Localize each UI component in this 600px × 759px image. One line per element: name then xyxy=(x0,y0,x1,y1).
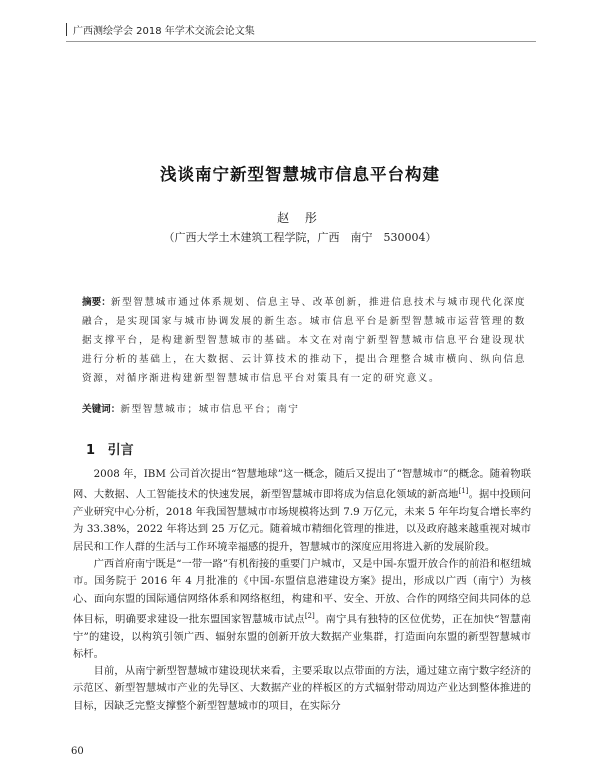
running-header xyxy=(66,22,255,37)
page-number: 60 xyxy=(71,746,84,757)
paragraph-text: 2008 年，IBM 公司首次提出“智慧地球”这一概念，随后又提出了“智慧城市”的概念。随着物联网、大数据、人工智能技术的快速发展，新型智慧城市即将成为信息化领域的新高地 xyxy=(73,468,531,501)
paragraph-text-cont: 。据中投顾问产业研究中心分析，2018 年我国智慧城市市场规模将达到 7.9 万亿元，未来 5 年年均复合增长率约为 33.38%，2022 年将达到 25 万亿元。随着城市精细化管理的推进，以及政府越来越重视对城市居民和工作人群的生活与工作环境幸福感的提升，智慧城市的深度应用将进入新的发展阶段。 xyxy=(73,488,532,553)
paragraph-text: 广西首府南宁既是“一带一路”有机衔接的重要门户城市，又是中国-东盟开放合作的前沿和枢纽城市。国务院于 2016 年 4 月批准的《中国-东盟信息港建设方案》提出，形成以广西（南宁）为核心、面向东盟的国际通信网络体系和网络枢纽，构建和平、安全、开放、合作的网络空间共同体的总体目标，明确要求建设一批东盟国家智慧城市试点 xyxy=(73,557,531,626)
paragraph-text-cont: 。南宁具有独特的区位优势，正在加快“智慧南宁”的建设，以构筑引领广西、辐射东盟的创新开放大数据产业集群，打造面向东盟的新型智慧城市标杆。 xyxy=(73,613,532,660)
body-text xyxy=(73,466,531,715)
abstract-text: 新型智慧城市通过体系规划、信息主导、改革创新，推进信息技术与城市现代化深度融合，是实现国家与城市协调发展的新生态。城市信息平台是新型智慧城市运营管理的数据支撑平台，是构建新型智慧城市的基础。本文在对南宁新型智慧城市信息平台建设现状进行分析的基础上，在大数据、云计算技术的推动下，提出合理整合城市横向、纵向信息资源，对循序渐进构建新型智慧城市信息平台对策具有一定的研究意义。 xyxy=(82,297,527,384)
header-rule xyxy=(66,41,536,42)
header-divider xyxy=(66,23,67,36)
paragraph xyxy=(73,466,531,556)
section-title: 引言 xyxy=(107,443,134,458)
paper-title: 浅谈南宁新型智慧城市信息平台构建 xyxy=(160,165,440,184)
keywords-text: 新型智慧城市；城市信息平台；南宁 xyxy=(120,404,300,415)
section-heading xyxy=(86,439,134,458)
author-affiliation: （广西大学土木建筑工程学院，广西 南宁 530004） xyxy=(163,231,437,244)
paragraph-text: 目前，从南宁新型智慧城市建设现状来看，主要采取以点带面的方法，通过建立南宁数字经济的示范区、新型智慧城市产业的先导区、大数据产业的样板区的方式辐射带动周边产业达到整体推进的目标，因缺乏完整支撑整个新型智慧城市的项目，在实际分 xyxy=(73,665,531,712)
section-number: 1 xyxy=(86,443,96,458)
citation: [1] xyxy=(458,487,469,496)
abstract-label: 摘要： xyxy=(82,297,111,308)
keywords-label: 关键词： xyxy=(82,404,121,415)
citation: [2] xyxy=(304,611,315,620)
journal-name: 广西测绘学会 2018 年学术交流会论文集 xyxy=(73,26,255,37)
keywords xyxy=(82,401,526,415)
paper-author: 赵 彤 xyxy=(277,211,323,225)
abstract xyxy=(82,293,526,388)
paragraph xyxy=(73,556,531,663)
paragraph xyxy=(73,663,531,715)
